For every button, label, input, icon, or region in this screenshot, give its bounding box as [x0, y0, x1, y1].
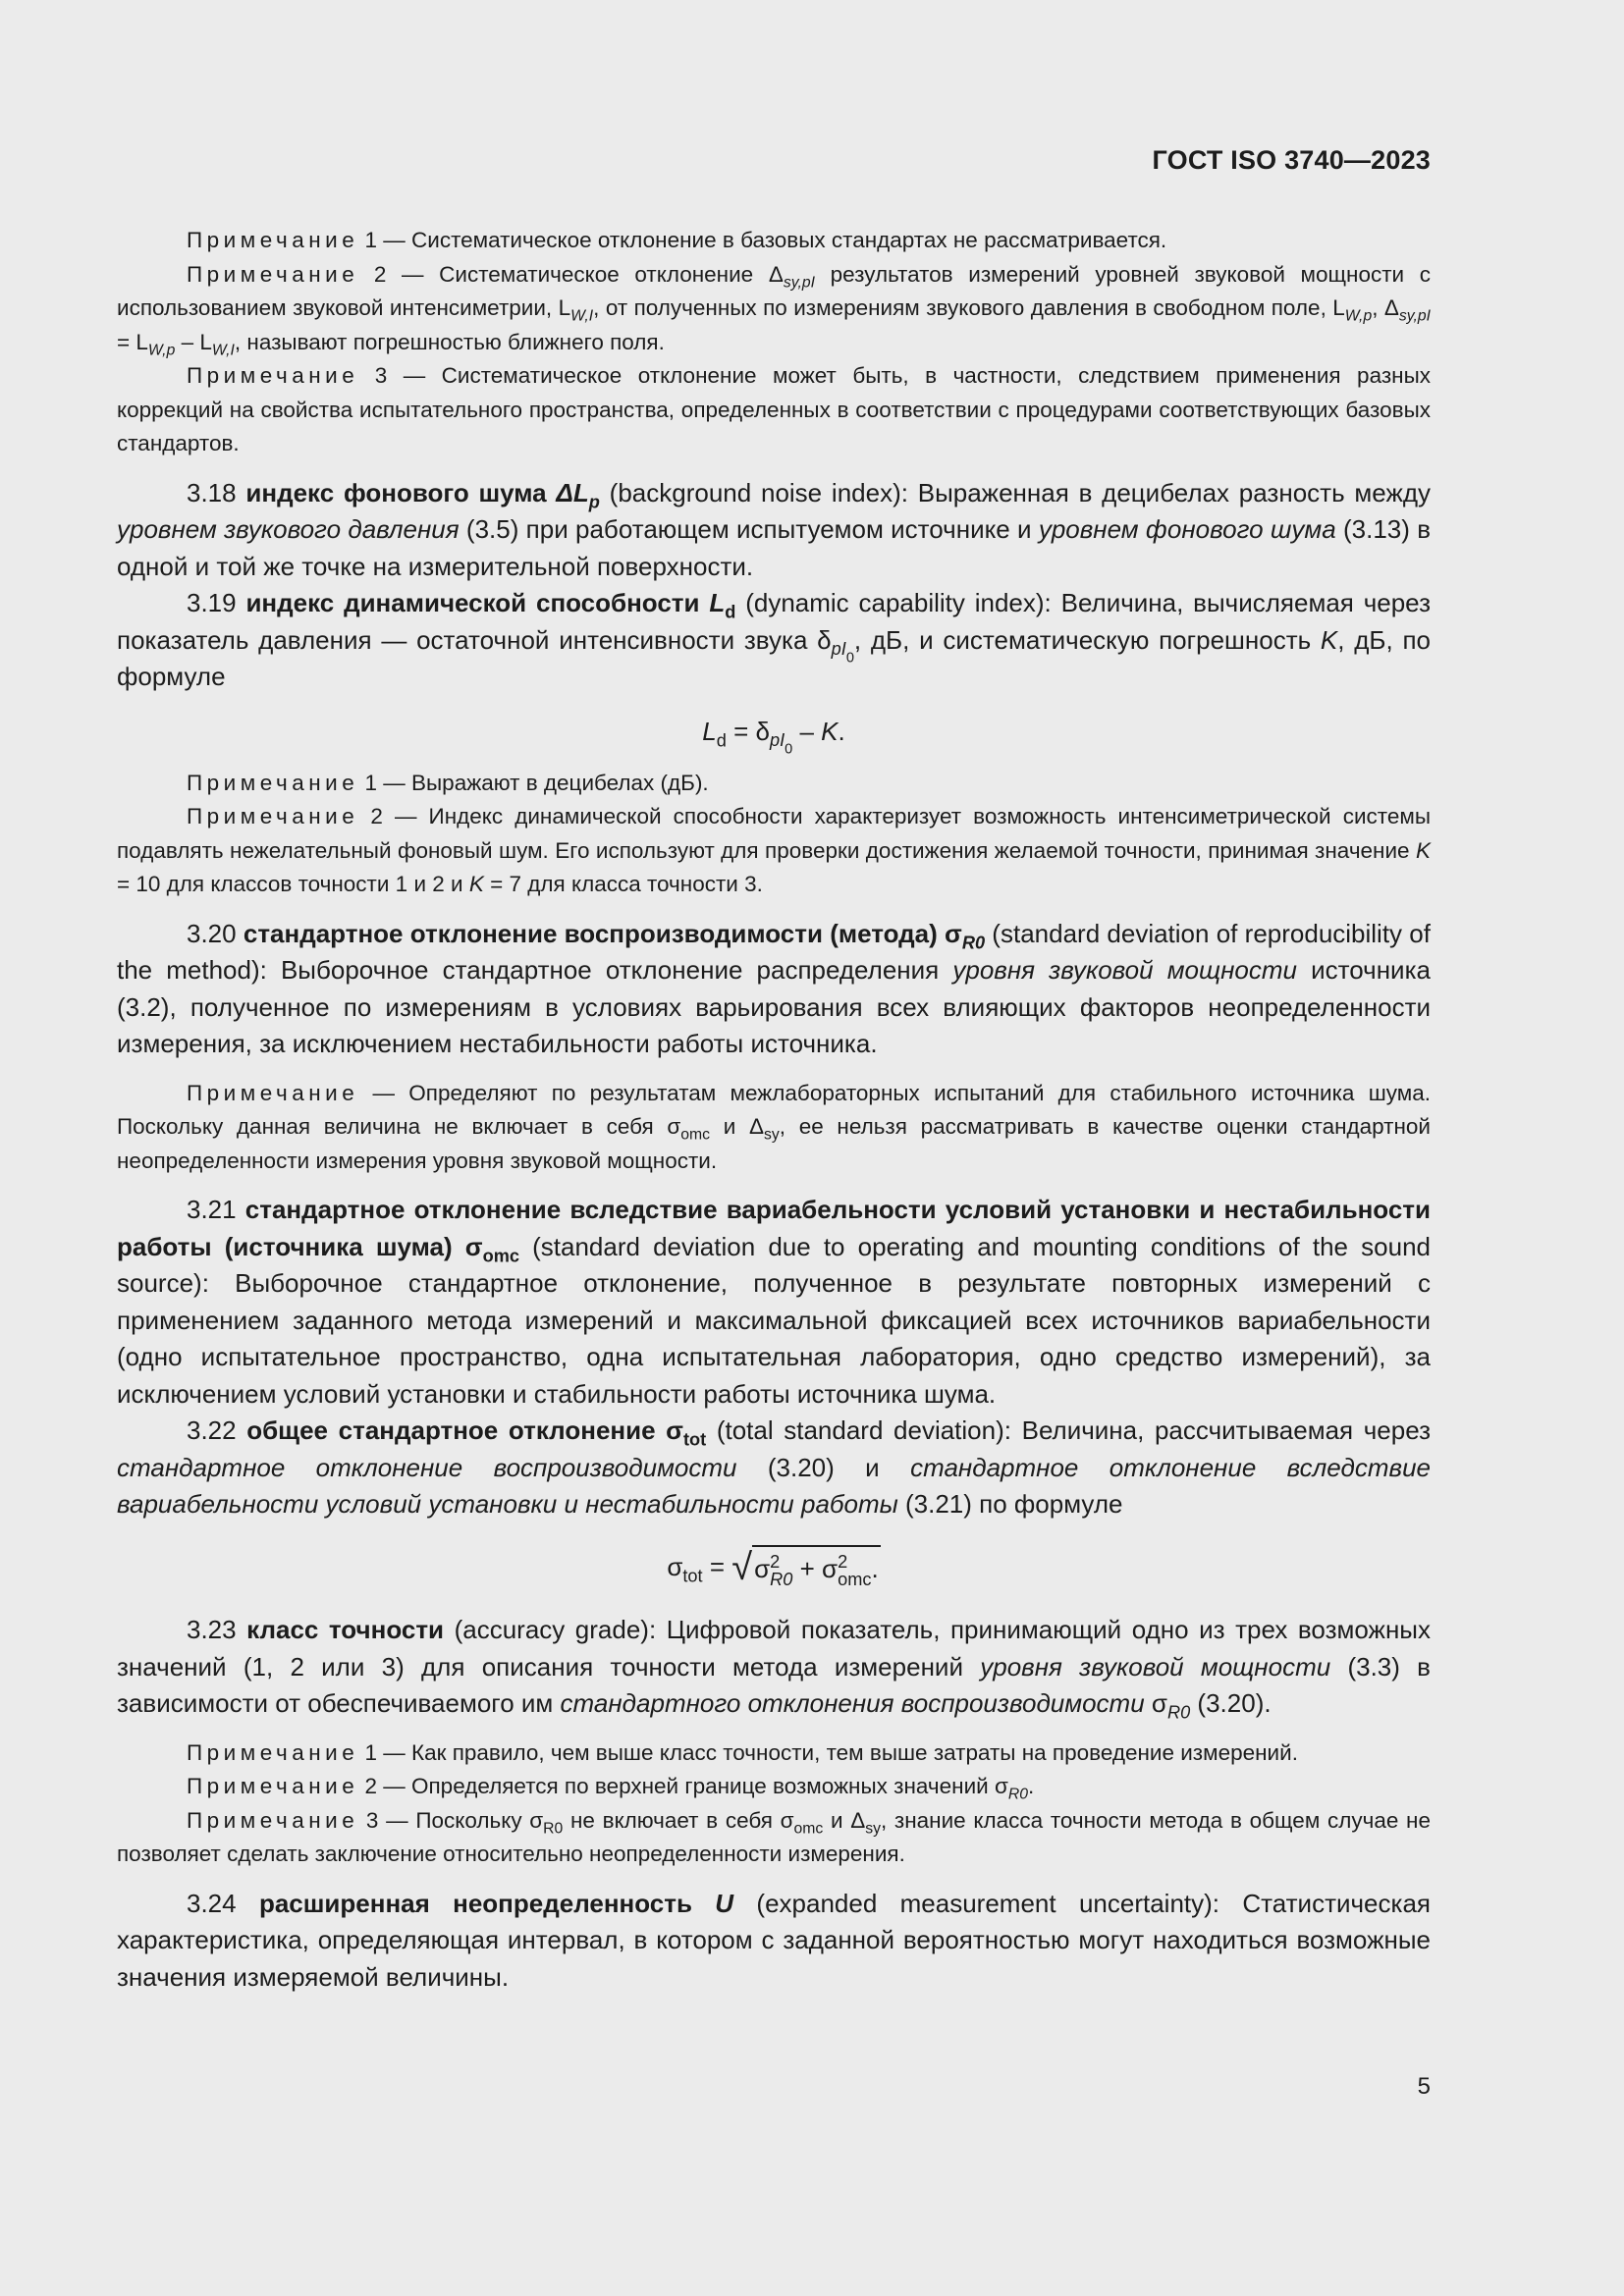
note-label: Примечание: [187, 1739, 359, 1765]
term-3-21: 3.21 стандартное отклонение вследствие вариабельности условий установки и нестабильности работы (источника шума) $\sigma_{omc}$ (standard deviation due to operating and mounting conditions of the sound source): Выборочное стандартное отклонение, полученное в результате повторных измерений с применением заданного метода измерений и максимальной фиксацией всех источников вариабельности (одно испытательное пространство, одна испытательная лаборатория, одно средство измерений), за исключением условий установки и стабильности работы источника шума.: [117, 1195, 1431, 1409]
note-label: Примечание: [187, 1080, 359, 1105]
note-label: Примечание: [187, 804, 359, 828]
term-symbol: L: [709, 588, 726, 617]
square-root: [731, 1540, 880, 1596]
note-3-23-3: Примечание 3 — Поскольку $\sigma_{R0}$ не включает в себя $\sigma_{omc}$ и $\Delta_{sy}$, знание класса точности метода в общем случае не позволяет сделать заключение относительно неопределенности измерения.: [117, 1807, 1431, 1867]
note-label: Примечание: [187, 1807, 359, 1833]
radicand: σ 2 R0 + σ 2 omc .: [752, 1545, 881, 1588]
term-3-22: 3.22 общее стандартное отклонение $\sigma_{tot}$ (total standard deviation): Величина, рассчитываемая через стандартное отклонение воспроизводимости (3.20) и стандартное отклонение вследствие вариабельности условий установки и нестабильности работы (3.21) по формуле: [117, 1415, 1431, 1519]
note-1: Примечание 1 — Систематическое отклонение в базовых стандартах не рассматривается.: [187, 228, 1167, 252]
term-3-20: 3.20 стандартное отклонение воспроизводимости (метода) $\sigma_{R0}$ (standard deviation of reproducibility of the method): Выборочное стандартное отклонение распределения уровня звуковой мощности источника (3.2), полученное по измерениям в условиях варьирования всех влияющих факторов неопределенности измерения, за исключением нестабильности работы источника.: [117, 918, 1431, 1058]
page-number: 5: [1417, 2073, 1431, 2100]
term-3-18: 3.18 индекс фонового шума $\Delta L_p$ (background noise index): Выраженная в децибелах разность между уровнем звукового давления (3.5) при работающем испытуемом источнике и уровнем фонового шума (3.13) в одной и той же точке на измерительной поверхности.: [117, 477, 1432, 581]
note-label: Примечание: [187, 770, 359, 795]
term-symbol: σ: [464, 1231, 483, 1261]
radical-sign-icon: √: [731, 1547, 753, 1589]
note-label: Примечание: [187, 228, 359, 252]
document-body: [117, 224, 1431, 1996]
note-3-19-1: Примечание 1 — Выражают в децибелах (дБ).: [187, 770, 709, 795]
note-label: Примечание: [187, 1774, 359, 1799]
term-symbol: ΔL: [556, 477, 589, 507]
note-3-19-2: Примечание 2 — Индекс динамической способности характеризует возможность интенсиметрической системы подавлять нежелательный фоновый шум. Его используют для проверки достижения желаемой точности, принимая значение K = 10 для классов точности 1 и 2 и K = 7 для класса точности 3.: [117, 804, 1431, 896]
note-label: Примечание: [187, 261, 359, 287]
term-symbol: U: [715, 1888, 734, 1918]
term-3-19: 3.19 индекс динамической способности $L_d$ (dynamic capability index): Величина, вычисляемая через показатель давления — остаточной интенсивности звука $\delta_{pI_0}$, дБ, и систематическую погрешность K, дБ, по формуле: [117, 588, 1431, 691]
term-symbol: σ: [945, 918, 962, 948]
note-2: Примечание 2 — Систематическое отклонение $\Delta_{sy,pI}$ результатов измерений уровней звуковой мощности с использованием звуковой интенсиметрии, $L_{W,I}$, от полученных по измерениям звукового давления в свободном поле, $L_{W,p}$, $\Delta_{sy,pI} = L_{W,p} - L_{W,I}$, называют погрешностью ближнего поля.: [117, 261, 1432, 358]
formula-ld: $L_d = \delta_{pI_0} - K$.: [702, 716, 845, 758]
formula-sigma-tot: $\sigma_{tot} = √\sigma$ 2 R0 + σ 2 omc .: [117, 1539, 1431, 1597]
note-3-20: Примечание — Определяют по результатам межлабораторных испытаний для стабильного источника шума. Поскольку данная величина не включает в себя $\sigma_{omc}$ и $\Delta_{sy}$, ее нельзя рассматривать в качестве оценки стандартной неопределенности измерения уровня звуковой мощности.: [117, 1080, 1431, 1173]
document-id-header: ГОСТ ISO 3740—2023: [1152, 145, 1431, 175]
note-3-23-1: Примечание 1 — Как правило, чем выше класс точности, тем выше затраты на проведение измерений.: [187, 1739, 1298, 1765]
note-label: Примечание: [187, 363, 359, 388]
note-3-23-2: Примечание 2 — Определяется по верхней границе возможных значений $\sigma_{R0}$.: [187, 1774, 1035, 1803]
note-3: Примечание 3 — Систематическое отклонение может быть, в частности, следствием применения разных коррекций на свойства испытательного пространства, определенных в соответствии с процедурами соответствующих базовых стандартов.: [117, 363, 1431, 455]
term-3-23: 3.23 класс точности (accuracy grade): Цифровой показатель, принимающий одно из трех возможных значений (1, 2 или 3) для описания точности метода измерений уровня звуковой мощности (3.3) в зависимости от обеспечиваемого им стандартного отклонения воспроизводимости $\sigma_{R0}$ (3.20).: [117, 1615, 1431, 1723]
term-symbol: σ: [666, 1415, 683, 1445]
term-3-24: 3.24 расширенная неопределенность U (expanded measurement uncertainty): Статистическая характеристика, определяющая интервал, в котором с заданной вероятностью могут находиться возможные значения измеряемой величины.: [117, 1888, 1431, 1992]
